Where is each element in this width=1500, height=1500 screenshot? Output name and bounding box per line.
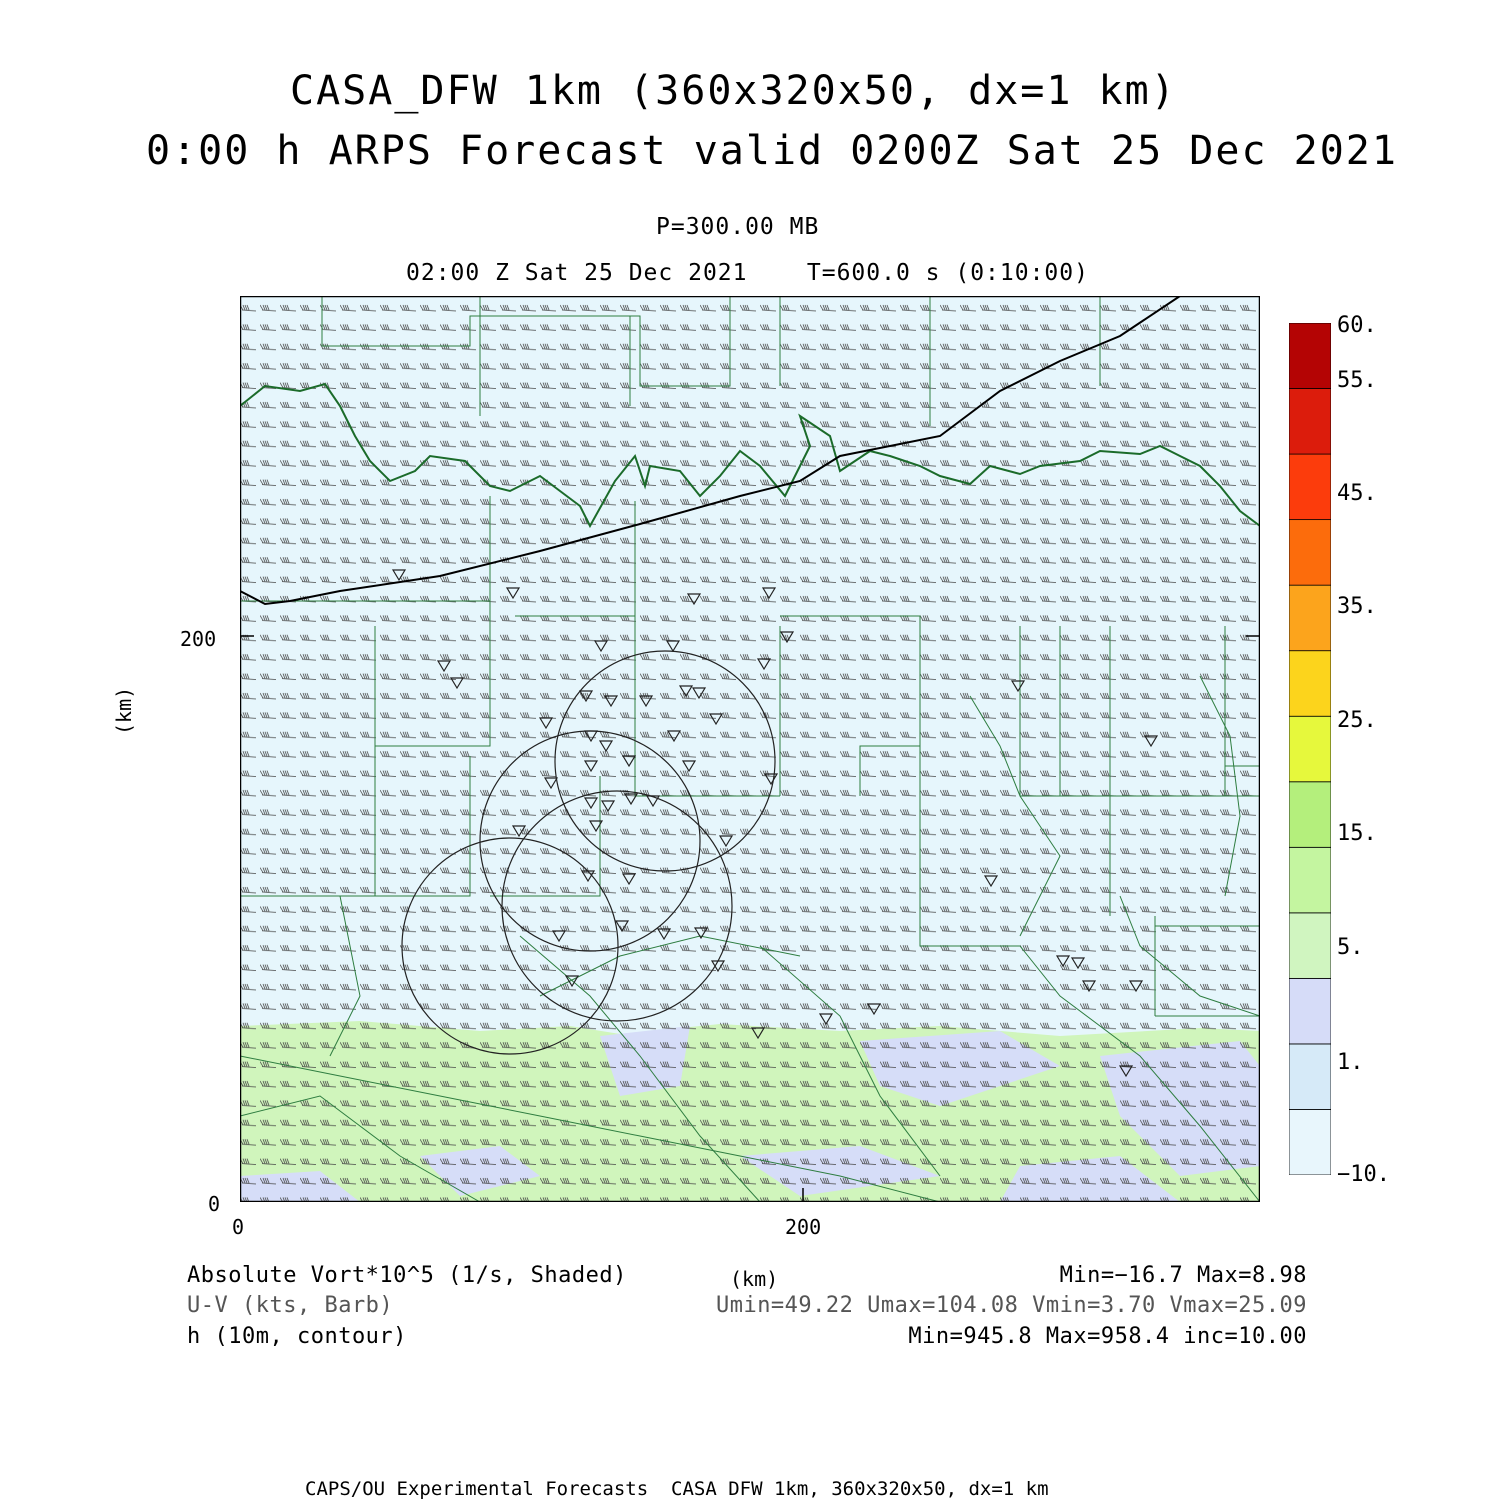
colorbar-band-7 xyxy=(1289,651,1331,717)
colorbar-label-60: 60. xyxy=(1337,313,1377,338)
credit-line: CAPS/OU Experimental Forecasts CASA DFW 1km, 360x320x50, dx=1 km xyxy=(305,1478,1049,1500)
wind-field-label: U-V (kts, Barb) xyxy=(187,1293,394,1318)
colorbar-label-5: 5. xyxy=(1337,935,1364,960)
colorbar-band-0 xyxy=(1289,1109,1331,1175)
y-tick-200: 200 xyxy=(180,627,217,651)
colorbar-band-3 xyxy=(1289,913,1331,979)
colorbar-band-2 xyxy=(1289,978,1331,1044)
colorbar-band-5 xyxy=(1289,782,1331,848)
x-axis-unit: (km) xyxy=(730,1267,779,1291)
height-field-label: h (10m, contour) xyxy=(187,1324,407,1349)
colorbar-band-8 xyxy=(1289,585,1331,651)
x-tick-0: 0 xyxy=(232,1215,245,1239)
wind-stats: Umin=49.22 Umax=104.08 Vmin=3.70 Vmax=25.09 xyxy=(715,1293,1307,1318)
vorticity-stats: Min=−16.7 Max=8.98 xyxy=(1059,1263,1307,1288)
colorbar-band-12 xyxy=(1289,323,1331,389)
pressure-label: P=300.00 MB xyxy=(656,214,820,240)
y-tick-0: 0 xyxy=(208,1192,221,1216)
y-axis-unit: (km) xyxy=(112,686,136,735)
time-label: 02:00 Z Sat 25 Dec 2021 T=600.0 s (0:10:00) xyxy=(406,260,1089,286)
colorbar-label-25: 25. xyxy=(1337,708,1377,733)
colorbar-band-1 xyxy=(1289,1044,1331,1110)
height-stats: Min=945.8 Max=958.4 inc=10.00 xyxy=(908,1324,1307,1349)
colorbar-band-10 xyxy=(1289,454,1331,520)
title-line-1: CASA_DFW 1km (360x320x50, dx=1 km) xyxy=(290,68,1177,114)
colorbar-band-6 xyxy=(1289,716,1331,782)
map-plot xyxy=(240,296,1260,1202)
colorbar-band-9 xyxy=(1289,520,1331,586)
x-tick-200: 200 xyxy=(785,1215,822,1239)
colorbar-label-55: 55. xyxy=(1337,368,1377,393)
colorbar-label-minus10: −10. xyxy=(1337,1162,1390,1187)
wind-barbs xyxy=(240,296,1260,1202)
colorbar-label-1: 1. xyxy=(1337,1050,1364,1075)
colorbar-label-15: 15. xyxy=(1337,821,1377,846)
title-line-2: 0:00 h ARPS Forecast valid 0200Z Sat 25 Dec 2021 xyxy=(146,128,1398,174)
vorticity-field-label: Absolute Vort*10^5 (1/s, Shaded) xyxy=(187,1263,627,1288)
colorbar-band-11 xyxy=(1289,389,1331,455)
colorbar-band-4 xyxy=(1289,847,1331,913)
colorbar-label-45: 45. xyxy=(1337,481,1377,506)
colorbar-label-35: 35. xyxy=(1337,594,1377,619)
colorbar xyxy=(1289,323,1331,1175)
